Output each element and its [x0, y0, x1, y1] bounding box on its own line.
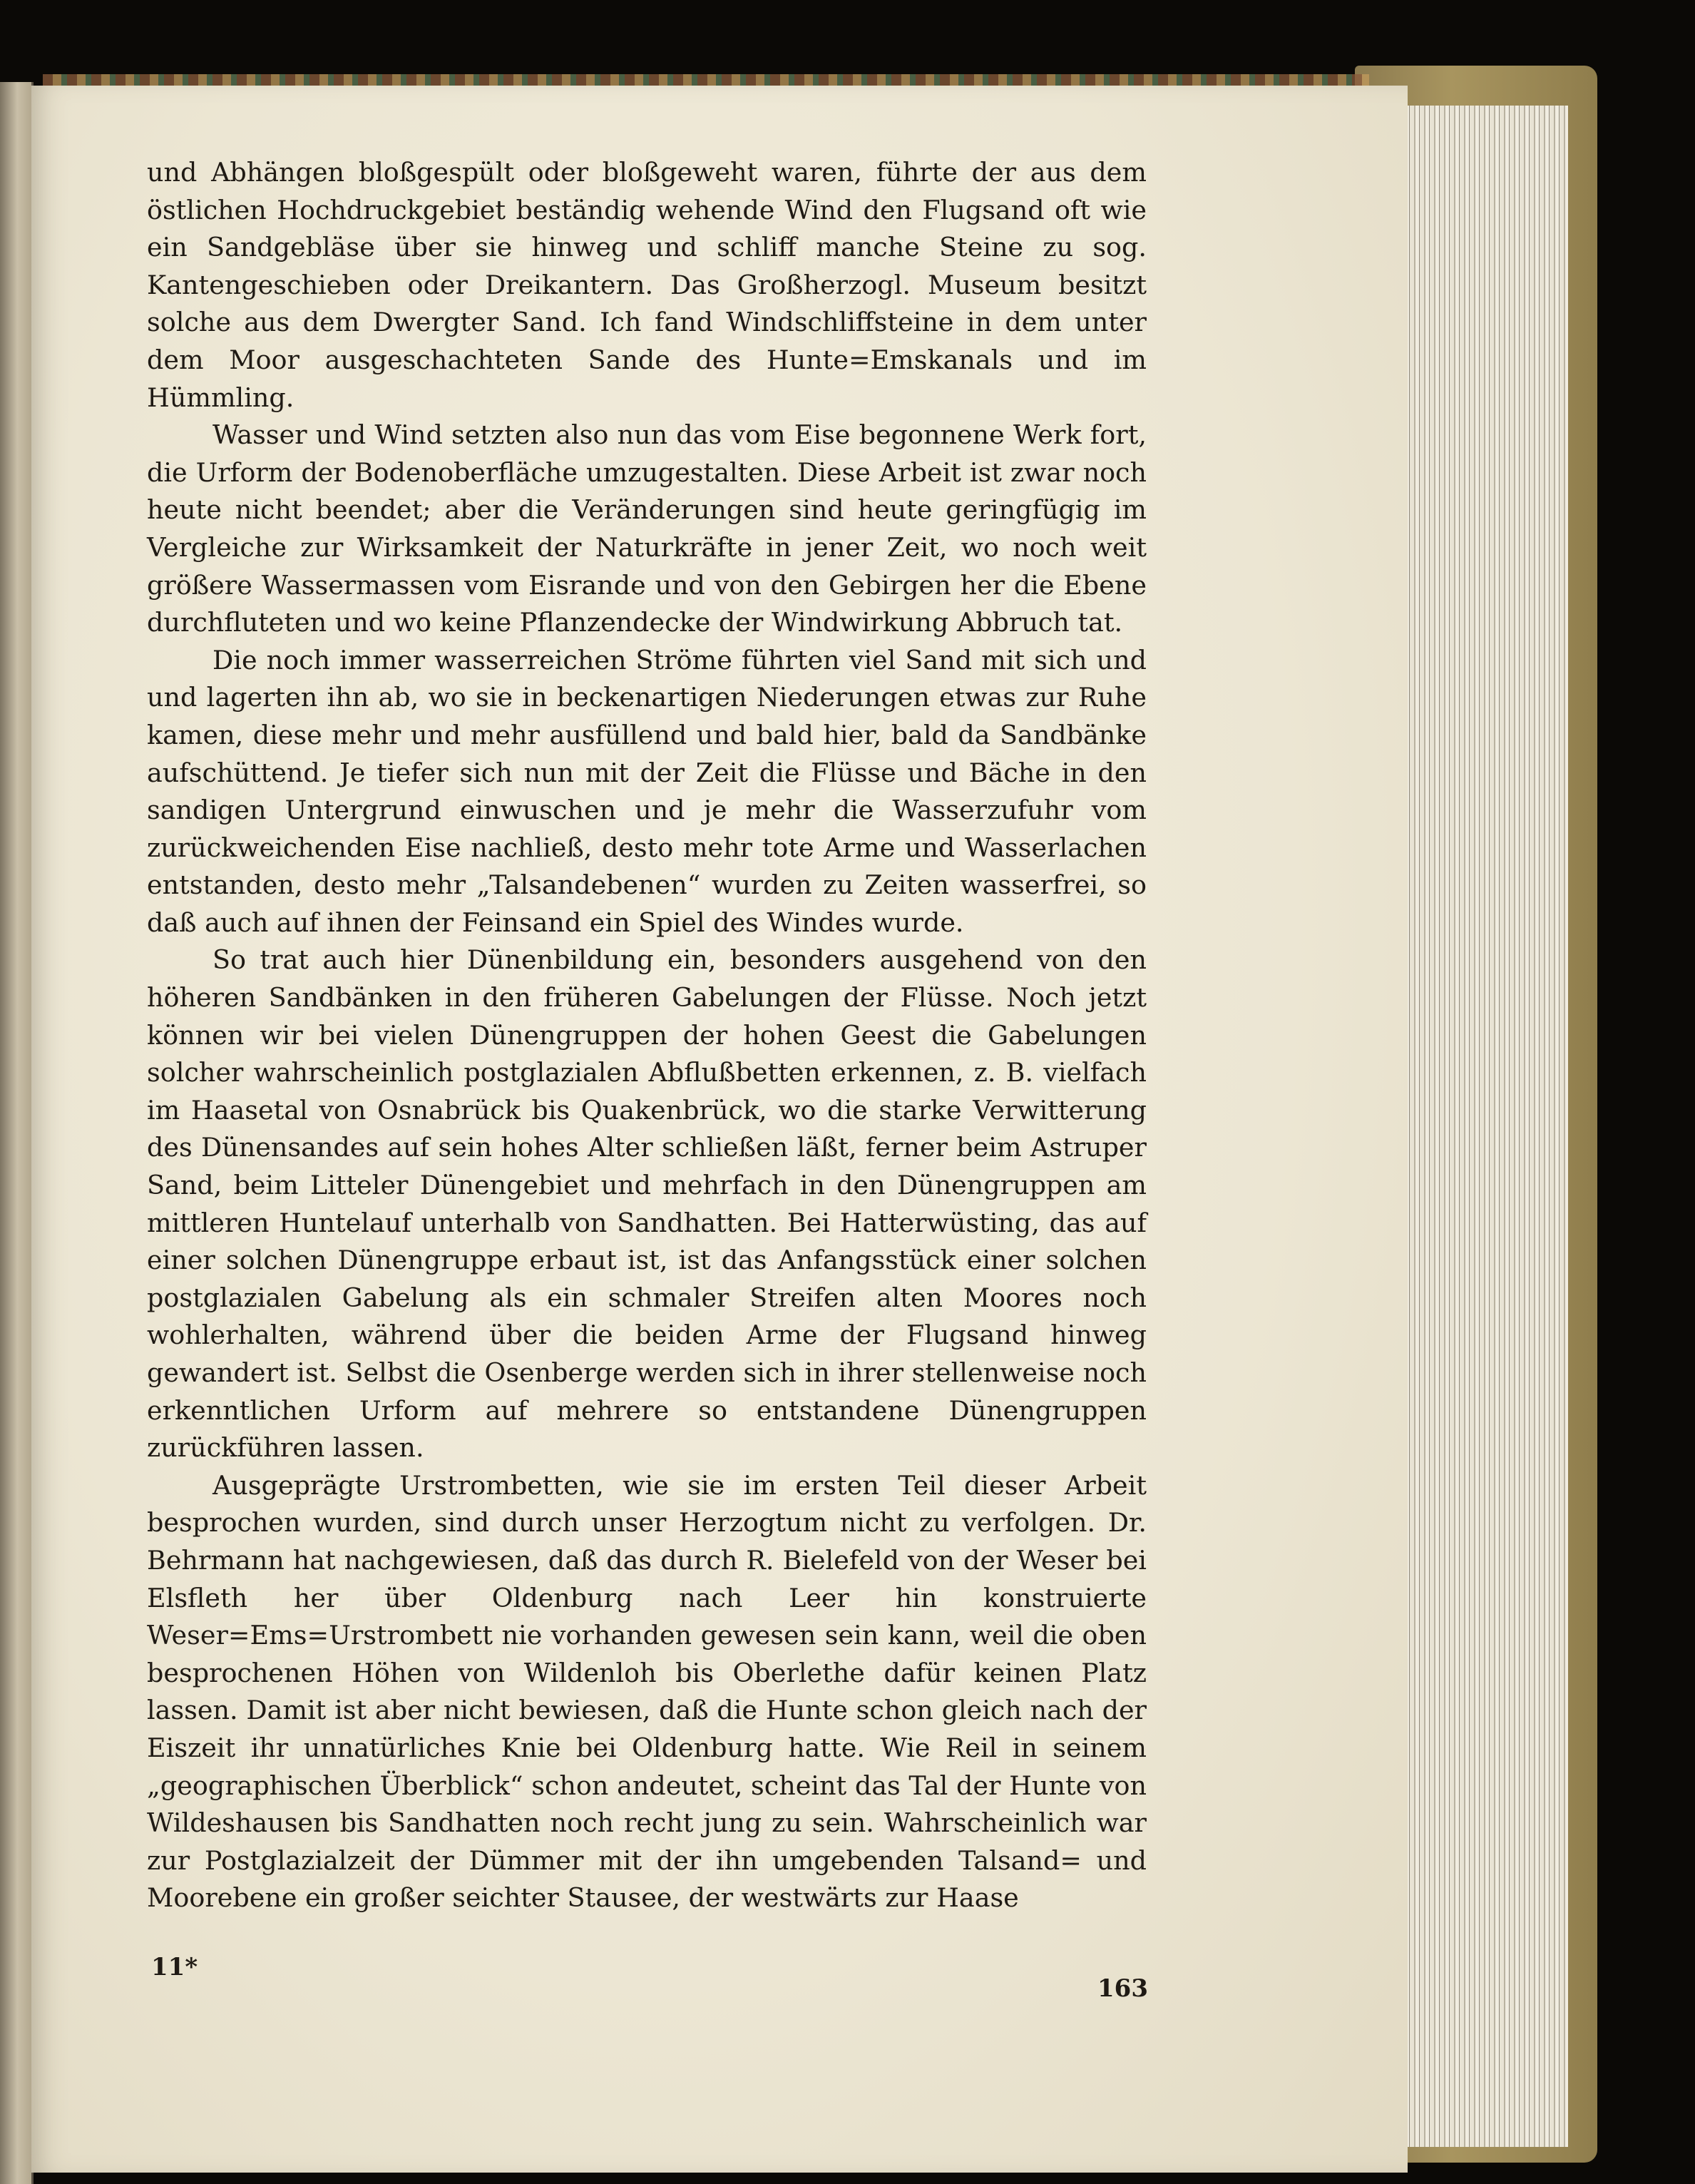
page-edges: [1398, 106, 1568, 2147]
left-page-edge: [0, 82, 34, 2184]
paragraph: So trat auch hier Dünenbildung ein, besonders ausgehend von den höheren Sandbänken in den früheren Gabelungen der Flüsse. Noch jetzt können wir bei vielen Dünengruppen der hohen Geest die Gabelungen solcher wahrscheinlich postglazialen Abflußbetten erkennen, z. B. vielfach im Haasetal von Osnabrück bis Quakenbrück, wo die starke Verwitterung des Dünensandes auf sein hohes Alter schließen läßt, ferner beim Astruper Sand, beim Litteler Dünengebiet und mehrfach in den Dünengruppen am mittleren Huntelauf unterhalb von Sandhatten. Bei Hatterwüsting, das auf einer solchen Dünengruppe erbaut ist, ist das Anfangsstück einer solchen postglazialen Gabelung als ein schmaler Streifen alten Moores noch wohlerhalten, während über die beiden Arme der Flugsand hinweg gewandert ist. Selbst die Osenberge werden sich in ihrer stellenweise noch erkenntlichen Urform auf mehrere so entstandene Dünengruppen zurückführen lassen.: [147, 944, 1147, 1464]
paragraph: Die noch immer wasserreichen Ströme führten viel Sand mit sich und und lagerten ihn ab, wo sie in beckenartigen Niederungen etwas zur Ruhe kamen, diese mehr und mehr ausfüllend und bald hier, bald da Sandbänke aufschüttend. Je tiefer sich nun mit der Zeit die Flüsse und Bäche in den sandigen Untergrund einwuschen und je mehr die Wasserzufuhr vom zurückweichenden Eise nachließ, desto mehr tote Arme und Wasserlachen entstanden, desto mehr „Talsandebenen“ wurden zu Zeiten wasserfrei, so daß auch auf ihnen der Feinsand ein Spiel des Windes wurde.: [147, 644, 1147, 938]
signature-mark: 11*: [151, 1953, 198, 1981]
paragraph: Ausgeprägte Urstrombetten, wie sie im ersten Teil dieser Arbeit besprochen wurden, sind durch unser Herzogtum nicht zu verfolgen. Dr. Behrmann hat nachgewiesen, daß das durch R. Bielefeld von der Weser bei Elsfleth her über Oldenburg nach Leer hin konstruierte Weser=Ems=Urstrombett nie vorhanden gewesen sein kann, weil die oben besprochenen Höhen von Wildenloh bis Oberlethe dafür keinen Platz lassen. Damit ist aber nicht bewiesen, daß die Hunte schon gleich nach der Eiszeit ihr unnatürliches Knie bei Oldenburg hatte. Wie Reil in seinem „geographischen Überblick“ schon andeutet, scheint das Tal der Hunte von Wildeshausen bis Sandhatten noch recht jung zu sein. Wahrscheinlich war zur Postglazialzeit der Dümmer mit der ihn umgebenden Talsand= und Moorebene ein großer seichter Stausee, der westwärts zur Haase: [147, 1469, 1147, 1914]
body-text: [147, 154, 1147, 1917]
paragraph: Wasser und Wind setzten also nun das vom Eise begonnene Werk fort, die Urform der Bodenoberfläche umzugestalten. Diese Arbeit ist zwar noch heute nicht beendet; aber die Veränderungen sind heute geringfügig im Vergleiche zur Wirksamkeit der Naturkräfte in jener Zeit, wo noch weit größere Wassermassen vom Eisrande und von den Gebirgen her die Ebene durchfluteten und wo keine Pflanzendecke der Windwirkung Abbruch tat.: [147, 419, 1147, 638]
paragraph: und Abhängen bloßgespült oder bloßgeweht waren, führte der aus dem östlichen Hochdruckgebiet beständig wehende Wind den Flugsand oft wie ein Sandgebläse über sie hinweg und schliff manche Steine zu sog. Kantengeschieben oder Dreikantern. Das Großherzogl. Museum besitzt solche aus dem Dwergter Sand. Ich fand Windschliffsteine in dem unter dem Moor ausgeschachteten Sande des Hunte=Emskanals und im Hümmling.: [147, 157, 1147, 413]
page-number: 163: [1097, 1974, 1148, 2003]
